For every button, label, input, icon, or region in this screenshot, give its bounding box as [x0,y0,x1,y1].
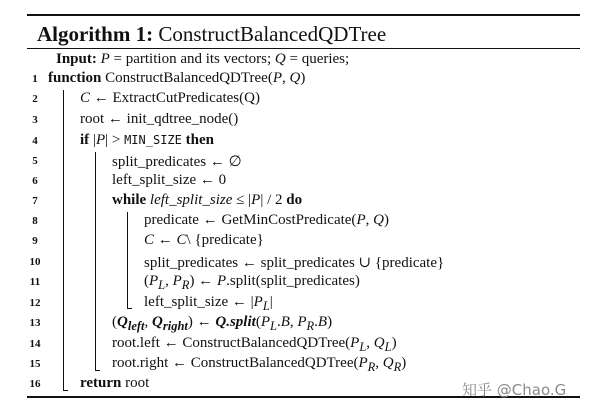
line-code: while left_split_size ≤ |P| / 2 do [112,192,303,208]
line-number: 11 [29,276,41,288]
line-number: 13 [29,317,41,329]
algorithm-header-rule [27,48,580,49]
line-code: root ← init_qdtree_node() [80,111,239,127]
line-number: 12 [29,297,41,309]
algorithm-top-rule [27,14,580,16]
line-number: 5 [32,155,38,167]
if-block-line [95,152,96,370]
line-code: root.left ← $ConstructBalancedQDTree(P_L$, $Q_L$) [112,335,397,354]
line-number: 14 [29,338,41,350]
function-block-line [63,90,64,390]
zhihu-watermark: 知乎 @Chao.G [462,381,567,399]
line-number: 16 [29,378,41,390]
input-label: Input: [56,51,97,67]
line-code: root.right ← $ConstructBalancedQDTree(P_R$, $Q_R$) [112,355,407,374]
while-block-hook [127,308,132,309]
line-number: 1 [32,73,38,85]
line-number: 9 [32,235,38,247]
line-code: C ← C\ {predicate} [144,232,264,248]
input-text: P = partition and its vectors; Q = queries; [100,51,350,67]
line-code: split_predicates ← split_predicates ∪ {predicate} [144,255,445,271]
algorithm-label: Algorithm 1: [37,22,154,46]
line-code: left_split_size ← $|P_L|$ [144,294,273,313]
line-number: 6 [32,175,38,187]
if-block-hook [95,370,100,371]
line-number: 10 [29,256,41,268]
line-code: ($P_L$, $P_R$) ← P.split(split_predicates) [144,273,360,292]
line-code: predicate ← GetMinCostPredicate(P, Q) [144,212,389,228]
line-code: ($Q_{left}$, $Q_{right}$) ← $Q.split(P_L.B$, $P_R.B$) [112,314,333,333]
while-block-line [127,212,128,308]
line-code: split_predicates ← ∅ [112,154,242,170]
line-number: 3 [32,114,38,126]
line-number: 15 [29,358,41,370]
algorithm-name: ConstructBalancedQDTree [158,22,387,46]
line-number: 4 [32,135,38,147]
line-code: left_split_size ← 0 [112,172,227,188]
line-code: C ← ExtractCutPredicates(Q) [80,90,260,106]
line-number: 2 [32,93,38,105]
algorithm-input [56,51,349,68]
line-code: function ConstructBalancedQDTree(P, Q) [48,70,306,86]
line-code: return root [80,375,150,391]
line-code: if |P| > MIN_SIZE then [80,132,214,148]
function-block-hook [63,390,68,391]
line-number: 7 [32,195,38,207]
algorithm-title [37,22,386,47]
line-number: 8 [32,215,38,227]
